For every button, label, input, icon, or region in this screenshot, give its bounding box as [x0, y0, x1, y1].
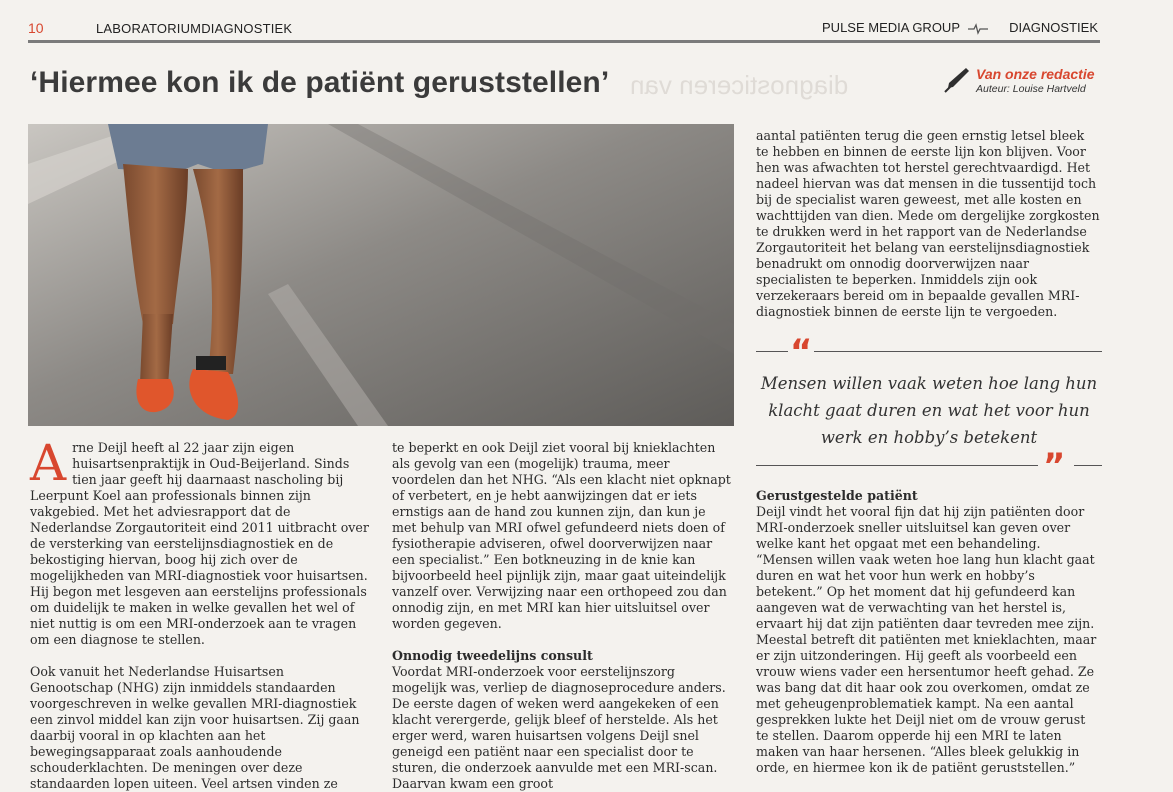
bleed-through-text: diagnosticeren van: [630, 70, 849, 100]
article-column-2: [392, 440, 732, 792]
paragraph: aantal patiënten terug die geen ernstig letsel bleek te hebben en binnen de eerste lijn kon blijven. Voor hen was afwachten tot herstel gerechtvaardigd. Het nadeel hiervan was dat mensen in die tussentijd toch bij de specialist waren geweest, met alle kosten en wachttijden van dien. Mede om dergelijke zorgkosten te drukken werd in het rapport van de Nederlandse Zorgautoriteit het belang van eerstelijnsdiagnostiek benadrukt om onnodig doorverwijzen naar specialisten te beperken. Inmiddels zijn ook verzekeraars bereid om in bepaalde gevallen MRI-diagnostiek binnen de eerste lijn te vergoeden.: [756, 128, 1100, 319]
subheading: Gerustgestelde patiënt: [756, 488, 918, 503]
article-column-3: [756, 128, 1100, 320]
quote-rule: [756, 351, 788, 352]
quote-rule: [1074, 465, 1102, 466]
pull-quote-text: Mensen willen vaak weten hoe lang hun klacht gaat duren en wat het voor hun werk en hobby’s betekent: [760, 374, 1098, 447]
quote-close-mark: ”: [1043, 446, 1066, 486]
page-number: 10: [28, 20, 44, 36]
header-rule: [28, 40, 1100, 43]
paragraph: rne Deijl heeft al 22 jaar zijn eigen huisartsenpraktijk in Oud-Beijerland. Sinds tien jaar geeft hij daarnaast nascholing bij Leerpunt Koel aan professionals binnen zijn vakgebied. Met het adviesrapport dat de Nederlandse Zorgautoriteit eind 2011 uitbracht over de versterking van eerstelijnsdiagnostiek en de bekostiging hiervan, boog hij zich over de mogelijkheden van MRI-diagnostiek voor huisartsen. Hij begon met lesgeven aan eerstelijns professionals om duidelijk te maken in welke gevallen het wel of niet nuttig is om een MRI-onderzoek aan te vragen om een diagnose te stellen.: [30, 440, 369, 647]
paragraph: Deijl vindt het vooral fijn dat hij zijn patiënten door MRI-onderzoek sneller uitsluitsel kan geven over welke kant het opgaat met een behandeling. “Mensen willen vaak weten hoe lang hun klacht gaat duren en wat het voor hun werk en hobby’s betekent.” Op het moment dat hij gefundeerd kan aangeven wat de verwachting van het herstel is, ervaart hij dat zijn patiënten daar tevreden mee zijn. Meestal betreft dit patiënten met knieklachten, maar er zijn uitzonderingen. Hij geeft als voorbeeld een vrouw wiens vader een hersentumor heeft gehad. Ze was bang dat dit haar ook zou overkomen, omdat ze met geheugenproblematiek kampt. Na een aantal gesprekken lukte het Deijl niet om de vrouw gerust te stellen. Daarom opperde hij een MRI te laten maken van haar hersenen. “Alles bleek gelukkig in orde, en hiermee kon ik de patiënt geruststellen.”: [756, 504, 1097, 775]
section-title: LABORATORIUMDIAGNOSTIEK: [96, 21, 293, 36]
article-column-3-continued: [756, 488, 1100, 776]
running-header: [0, 14, 1120, 42]
pull-quote: [756, 332, 1102, 486]
quote-rule: [756, 465, 1038, 466]
quote-rule: [814, 351, 1102, 352]
article-headline: ‘Hiermee kon ik de patiënt geruststellen’: [30, 66, 610, 99]
runner-illustration: [28, 124, 734, 426]
paragraph: Voordat MRI-onderzoek voor eerstelijnszorg mogelijk was, verliep de diagnoseprocedure anders. De eerste dagen of weken werd aangekeken of een klacht verergerde, gelijk bleef of herstelde. Als het erger werd, waren huisartsen volgens Deijl snel geneigd een patiënt naar een specialist door te sturen, die onderzoek aanvulde met een MRI-scan. Daarvan kwam een groot: [392, 664, 726, 791]
paragraph: Ook vanuit het Nederlandse Huisartsen Genootschap (NHG) zijn inmiddels standaarden voorgeschreven in welke gevallen MRI-diagnostiek een zinvol middel kan zijn voor huisartsen. Zij gaan daarbij vooral in op klachten aan het bewegingsapparaat zoals aanhoudende schouderklachten. De meningen over deze standaarden lopen uiteen. Veel artsen vinden ze: [30, 664, 360, 791]
pulse-icon: [968, 22, 988, 36]
quote-open-mark: “: [790, 332, 813, 372]
paragraph: te beperkt en ook Deijl ziet vooral bij knieklachten als gevolg van een (mogelijk) trauma, meer voordelen dan het NHG. “Als een klacht niet opknapt of verbetert, en je hebt aanwijzingen dat er iets ernstigs aan de hand zou kunnen zijn, dan kun je met behulp van MRI ofwel gefundeerd niets doen of fysiotherapie adviseren, ofwel doorverwijzen naar een specialist.” Een botkneuzing in de knie kan bijvoorbeeld heel pijnlijk zijn, maar gaat uiteindelijk vanzelf over. Verwijzing naar een orthopeed zou dan onnodig zijn, en met MRI kan hier uitsluitsel over worden gegeven.: [392, 440, 731, 631]
runner-photo: [28, 124, 734, 426]
byline-author: Auteur: Louise Hartveld: [976, 83, 1086, 95]
drop-cap: A: [30, 434, 67, 492]
byline-title: Van onze redactie: [976, 66, 1095, 82]
pen-icon: [942, 66, 970, 94]
article-column-1: [30, 434, 370, 792]
publisher-name: PULSE MEDIA GROUP: [822, 20, 960, 35]
subheading: Onnodig tweedelijns consult: [392, 648, 593, 663]
topic-label: DIAGNOSTIEK: [1009, 20, 1098, 35]
